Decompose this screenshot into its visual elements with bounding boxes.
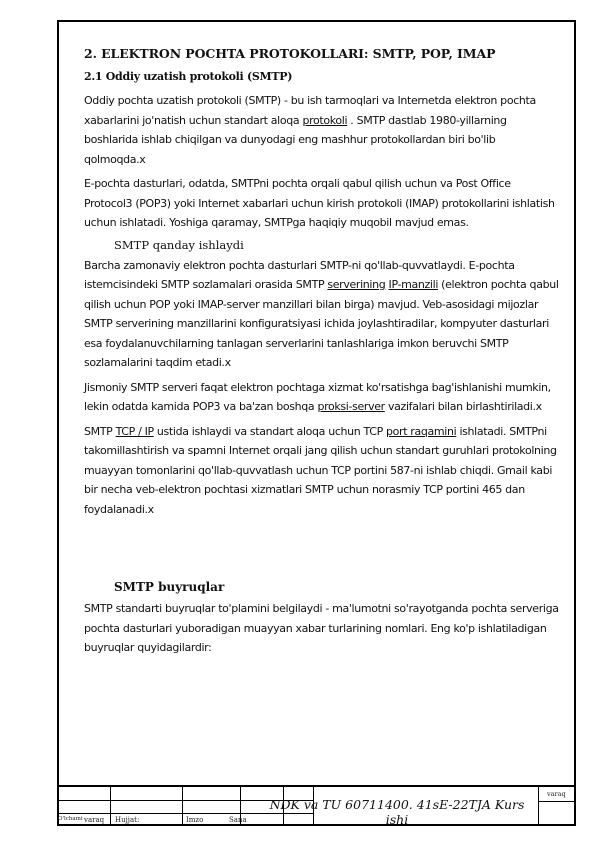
paragraph-smtp-commands: SMTP standarti buyruqlar to'plamini belgilaydi - ma'lumotni so'rayotganda pochta serveriga pochta dasturlari yuboradigan muayyan xabar turlarining nomlari. Eng ko'p ishlatiladigan buyruqlar quyidagilardir: [84, 602, 559, 654]
paragraph-tcp-port: SMTP TCP / IP ustida ishlaydi va standart aloqa uchun TCP port raqamini ishlatadi. SMTPni takomillashtirish va spamni Internet orqali jang qilish uchun standart guruhlari protokolning muayyan tomonlarini qo'llab-quvvatlash uchun TCP portini 587-ni ishlab chiqdi. Gmail kabi bir necha veb-elektron pochtasi xizmatlari SMTP uchun norasmiy TCP portini 465 dan foydalanadi.x [84, 424, 557, 516]
paragraph-physical-server: Jismoniy SMTP serveri faqat elektron pochtaga xizmat ko'rsatishga bag'ishlanishi mumkin, lekin odatda kamida POP3 va ba'zan boshqa proksi-server vazifalari bilan birlashtiriladi.x [84, 380, 551, 413]
link-protokoli[interactable]: protokoli [302, 113, 348, 127]
stamp-sheet-label: varaq [547, 790, 566, 798]
section-heading-smtp: 2.1 Oddiy uzatish protokoli (SMTP) [84, 70, 293, 83]
link-ip-manzili[interactable]: IP-manzili [388, 278, 439, 291]
chapter-heading: 2. ELEKTRON POCHTA PROTOKOLLARI: SMTP, POP, IMAP [84, 46, 496, 61]
stamp-divider [538, 787, 539, 826]
section-heading-how-smtp-works: SMTP qanday ishlaydi [114, 237, 244, 252]
paragraph-smtp-settings: Barcha zamonaviy elektron pochta dasturlari SMTP-ni qo'llab-quvvatlaydi. E-pochta istemcisindeki SMTP sozlamalari orasida SMTP serverining IP-manzili (elektron pochta qabul qilish uchun POP yoki IMAP-server manzillari bilan birga) mavjud. Veb-asosidagi mijozlar SMTP serverining manzillarini konfiguratsiyasi ichida joylashtiradilar, kompyuter dasturlari esa foydalanuvchilarning tanlagan serverlarini tanlashlariga imkon beruvchi SMTP sozlamalarini taqdim etadi.x [84, 258, 559, 369]
stamp-divider [182, 787, 183, 826]
document-body [84, 46, 559, 663]
stamp-row-line [538, 801, 574, 802]
stamp-label-sana: Sana [229, 816, 247, 824]
title-block-stamp [57, 785, 576, 826]
stamp-label-olchami: O'lchami [58, 816, 83, 822]
blank-space [84, 524, 559, 580]
paragraph-email-programs: E-pochta dasturlari, odatda, SMTPni pochta orqali qabul qilish uchun va Post Office Protocol3 (POP3) yoki Internet xabarlari uchun kirish protokoli (IMAP) protokollarini ishlatish uchun ishlatadi. Yoshiga qaramay, SMTPga haqiqiy muqobil mavjud emas. [84, 177, 555, 229]
section-heading-smtp-commands: SMTP buyruqlar [114, 580, 225, 594]
link-proksi-server[interactable]: proksi-server [317, 400, 385, 413]
link-port-raqamini[interactable]: port raqamini [386, 424, 457, 438]
stamp-label-varaq: varaq [84, 816, 105, 824]
stamp-label-hujjat: Hujjat: [115, 816, 140, 824]
stamp-document-title: NDK va TU 60711400. 41sE-22TJA Kurs ishi [269, 797, 525, 827]
link-tcp-ip[interactable]: TCP / IP [115, 424, 154, 438]
link-serverining[interactable]: serverining [327, 278, 386, 291]
stamp-divider [110, 787, 111, 826]
stamp-label-imzo: Imzo [186, 816, 204, 824]
paragraph-smtp-intro: Oddiy pochta uzatish protokoli (SMTP) - bu ish tarmoqlari va Internetda elektron pochta xabarlarini jo'natish uchun standart aloqa protokoli . SMTP dastlab 1980-yillarning boshlarida ishlab chiqilgan va dunyodagi eng mashhur protokollardan biri bo'lib qolmoqda.x [84, 94, 536, 166]
